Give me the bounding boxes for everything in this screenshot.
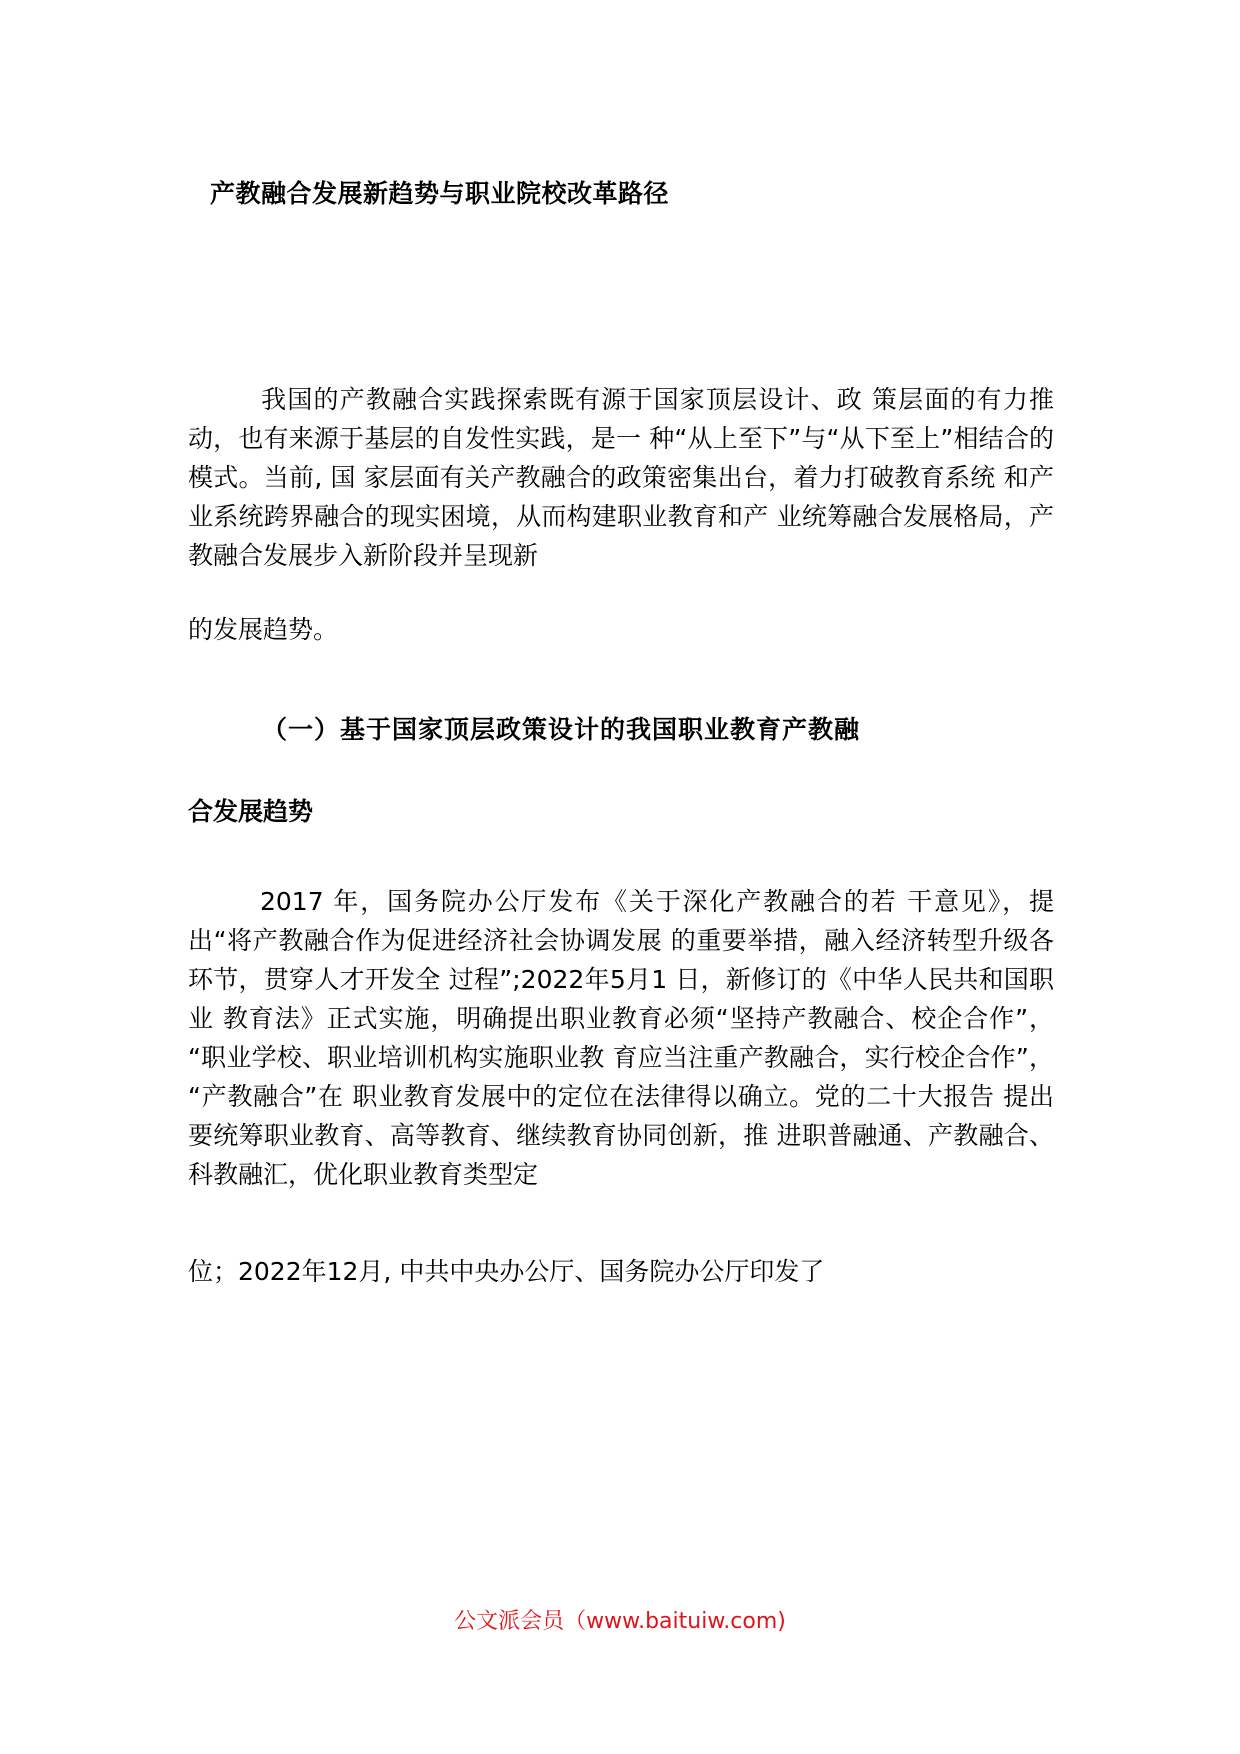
footer-watermark: 公文派会员（www.baituiw.com) [454, 1609, 786, 1634]
paragraph-policy [188, 882, 1054, 1194]
document-title: 产教融合发展新趋势与职业院校改革路径 [210, 179, 670, 208]
section-heading-continued: 合发展趋势 [188, 797, 314, 826]
paragraph-policy-tail: 位；2022年12月, 中共中央办公厅、国务院办公厅印发了 [188, 1257, 825, 1286]
paragraph-policy-text: 2017 年，国务院办公厅发布《关于深化产教融合的若 干意见》，提出“将产教融合作为促进经济社会协调发展 的重要举措，融入经济转型升级各环节，贯穿人才开发全 过程”;2022年5月1 日，新修订的《中华人民共和国职业 教育法》正式实施，明确提出职业教育必须“坚持产教融合、校企合作”， “职业学校、职业培训机构实施职业教 育应当注重产教融合，实行校企合作”， “产教融合”在 职业教育发展中的定位在法律得以确立。党的二十大报告 提出要统筹职业教育、高等教育、继续教育协同创新，推 进职普融通、产教融合、科教融汇，优化职业教育类型定 [188, 887, 1054, 1189]
paragraph-intro-tail: 的发展趋势。 [188, 615, 339, 644]
paragraph-intro-text: 我国的产教融合实践探索既有源于国家顶层设计、政 策层面的有力推动，也有来源于基层的自发性实践，是一 种“从上至下”与“从下至上”相结合的模式。当前, 国 家层面有关产教融合的政策密集出台，着力打破教育系统 和产业系统跨界融合的现实困境，从而构建职业教育和产 业统筹融合发展格局，产教融合发展步入新阶段并呈现新 [188, 385, 1054, 570]
paragraph-intro [188, 380, 1054, 575]
section-heading: （一）基于国家顶层政策设计的我国职业教育产教融 [262, 715, 861, 744]
